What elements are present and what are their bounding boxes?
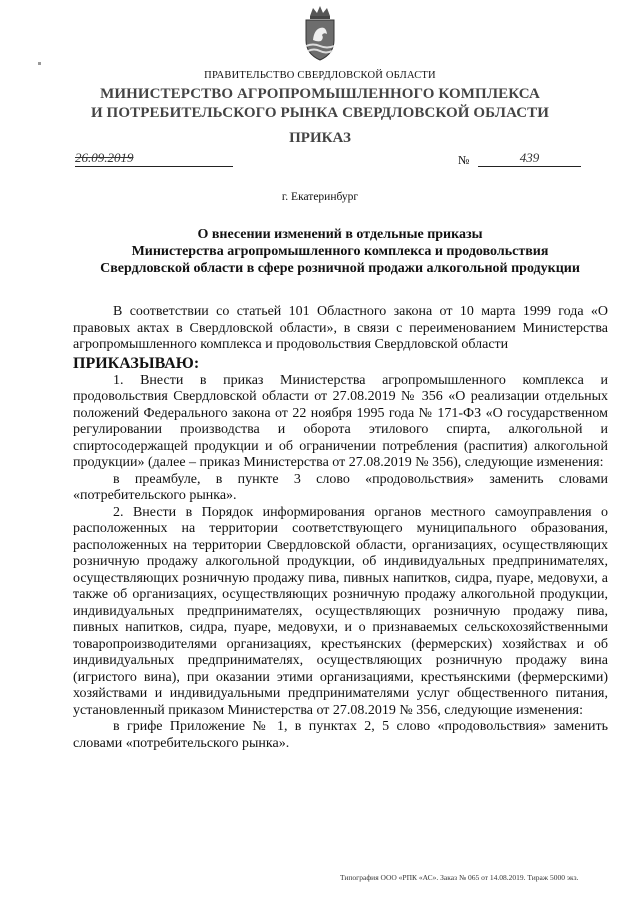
document-body: [73, 304, 608, 752]
document-number: 439: [478, 150, 581, 167]
document-date: 26.09.2019: [75, 150, 233, 167]
title-line2: Министерства агропромышленного комплекса и продовольствия: [131, 244, 549, 259]
city: г. Екатеринбург: [281, 191, 359, 203]
item-2-change-paragraph: в грифе Приложение № 1, в пунктах 2, 5 слово «продовольствия» заменить словами «потребительского рынка».: [73, 719, 608, 751]
printing-footer: Типография ООО «РПК «АС». Заказ № 065 от 14.08.2019. Тираж 5000 экз.: [340, 873, 579, 882]
item-1-change-paragraph: в преамбуле, в пункте 3 слово «продовольствия» заменить словами «потребительского рынка».: [73, 471, 608, 503]
sverdlovsk-coat-of-arms-icon: [300, 4, 340, 62]
order-word: ПРИКАЗЫВАЮ:: [73, 354, 200, 372]
document-title: [60, 226, 620, 277]
item-1-paragraph: 1. Внести в приказ Министерства агропромышленного комплекса и продовольствия Свердловской области от 27.08.2019 № 356 «О реализации отдельных положений Федерального закона от 22 ноября 1995 года № 171-ФЗ «О государственном регулировании производства и оборота этилового спирта, алкогольной и спиртосодержащей продукции и об ограничении потребления (распития) алкогольной продукции» (далее – приказ Министерства от 27.08.2019 № 356), следующие изменения:: [73, 372, 608, 470]
item-2-paragraph: 2. Внести в Порядок информирования органов местного самоуправления о расположенных на территории соответствующего муниципального образования, расположенных на территории Свердловской области, организациях, осуществляющих розничную продажу алкогольной продукции, об индивидуальных предпринимателях, осуществляющих розничную продажу пива, пивных напитков, сидра, пуаре, медовухи, а также об организациях, осуществляющих розничную продажу алкогольной продукции, индивидуальных предпринимателях, осуществляющих розничную продажу пива, пивных напитков, сидра, пуаре, медовухи, и о признаваемых сельскохозяйственными товаропроизводителями организациях, крестьянских (фермерских) хозяйствах и об индивидуальных предпринимателях, осуществляющих розничную продажу вина (игристого вина), при оказании этими организациями, крестьянскими (фермерскими) хозяйствами и индивидуальными предпринимателями услуг общественного питания, установленный приказом Министерства от 27.08.2019 № 356, следующие изменения:: [73, 504, 608, 718]
title-line3: Свердловской области в сфере розничной продажи алкогольной продукции: [100, 261, 580, 276]
ministry-name-line1: МИНИСТЕРСТВО АГРОПРОМЫШЛЕННОГО КОМПЛЕКСА: [100, 86, 540, 102]
ministry-name-line2: И ПОТРЕБИТЕЛЬСКОГО РЫНКА СВЕРДЛОВСКОЙ ОБЛАСТИ: [90, 105, 550, 121]
government-header: ПРАВИТЕЛЬСТВО СВЕРДЛОВСКОЙ ОБЛАСТИ: [204, 70, 436, 81]
ministry-name: [0, 85, 640, 123]
document-type: ПРИКАЗ: [289, 130, 351, 146]
title-line1: О внесении изменений в отдельные приказы: [197, 227, 483, 242]
preamble-paragraph: В соответствии со статьей 101 Областного закона от 10 марта 1999 года «О правовых актах в Свердловской области», в связи с переименованием Министерства агропромышленного комплекса и продовольствия Свердловской области: [73, 304, 608, 352]
number-label: №: [458, 153, 470, 167]
scan-speck: [38, 62, 41, 65]
